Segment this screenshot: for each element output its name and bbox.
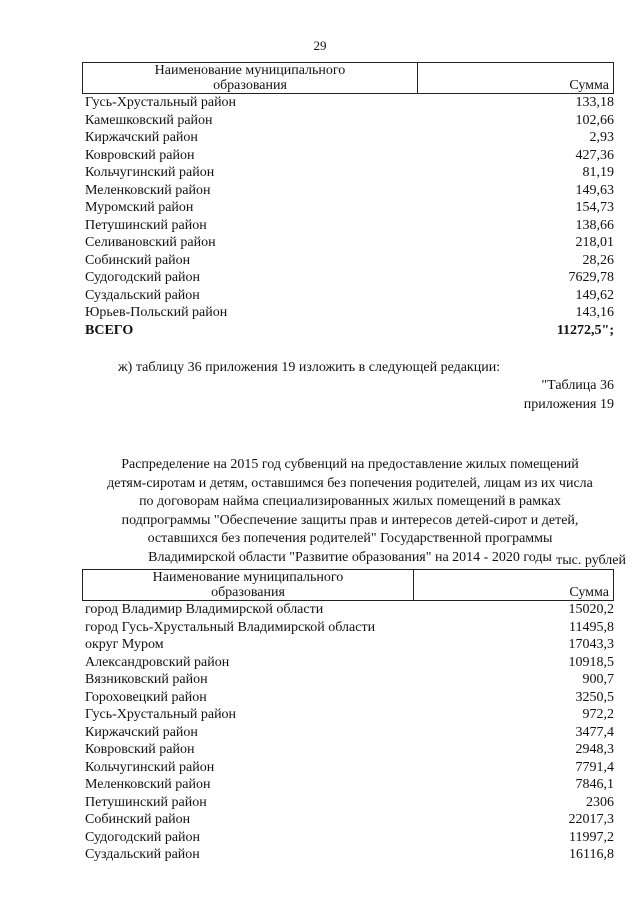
table-1-header-sum: Сумма (569, 78, 609, 93)
table-1-body (82, 94, 614, 339)
table-2-header-sum: Сумма (569, 585, 609, 600)
table-row: Суздальский район 16116,8 (85, 847, 614, 862)
table-row: Петушинский район 2306 (85, 794, 614, 810)
table-row: Александровский район 10918,5 (85, 654, 614, 670)
page-number: 29 (313, 38, 327, 53)
table-row: Гороховецкий район 3250,5 (85, 689, 614, 705)
table-row: Меленковский район 149,63 (85, 182, 614, 198)
amendment-instruction: ж) таблицу 36 приложения 19 изложить в следующей редакции: (118, 360, 501, 375)
table-row: город Владимир Владимирской области 15020,2 (85, 602, 614, 617)
table-2-body (82, 601, 614, 864)
table-caption: "Таблица 36 приложения 19 (523, 378, 614, 412)
table-row: Кольчугинский район 81,19 (85, 165, 614, 180)
table-row: Ковровский район 2948,3 (85, 742, 614, 757)
table-row: Собинский район 22017,3 (85, 812, 614, 827)
table-1-header (82, 62, 614, 94)
table-row: Судогодский район 7629,78 (85, 270, 614, 285)
distribution-title: Распределение на 2015 год субвенций на предоставление жилых помещений детям-сиротам и детям, оставшимся без попечения родителей, лицам из их числа по договорам найма специализированных жилых помещений в рамках подпрограммы "Обеспечение защиты прав и интересов детей-сирот и детей, оставшихся без попечения родителей" Государственной программы Владимирской области "Развитие образования" на 2014 - 2020 годы (107, 457, 593, 565)
table-total-row: ВСЕГО 11272,5"; (85, 322, 614, 338)
table-row: Киржачский район 3477,4 (85, 724, 614, 740)
table-row: Гусь-Хрустальный район 133,18 (85, 95, 614, 110)
table-1 (82, 62, 614, 339)
table-row: Суздальский район 149,62 (85, 287, 614, 303)
table-row: Киржачский район 2,93 (85, 130, 614, 145)
table-row: Гусь-Хрустальный район 972,2 (85, 707, 614, 722)
table-row: Вязниковский район 900,7 (85, 672, 614, 687)
table-2-header-name: Наименование муниципального образования (152, 570, 344, 600)
table-row: Петушинский район 138,66 (85, 217, 614, 233)
table-row: Собинский район 28,26 (85, 252, 614, 268)
table-row: Кольчугинский район 7791,4 (85, 759, 614, 775)
table-2-header (82, 569, 614, 601)
table-row: город Гусь-Хрустальный Владимирской области 11495,8 (85, 619, 614, 635)
table-row: округ Муром 17043,3 (85, 637, 614, 652)
table-row: Судогодский район 11997,2 (85, 829, 614, 845)
table-row: Камешковский район 102,66 (85, 112, 614, 128)
units-label: тыс. рублей (556, 553, 626, 568)
table-row: Юрьев-Польский район 143,16 (85, 305, 614, 320)
table-row: Меленковский район 7846,1 (85, 777, 614, 792)
table-2 (82, 569, 614, 864)
table-row: Селивановский район 218,01 (85, 235, 614, 250)
table-row: Муромский район 154,73 (85, 200, 614, 215)
table-row: Ковровский район 427,36 (85, 147, 614, 163)
table-1-header-name: Наименование муниципального образования (154, 63, 346, 93)
